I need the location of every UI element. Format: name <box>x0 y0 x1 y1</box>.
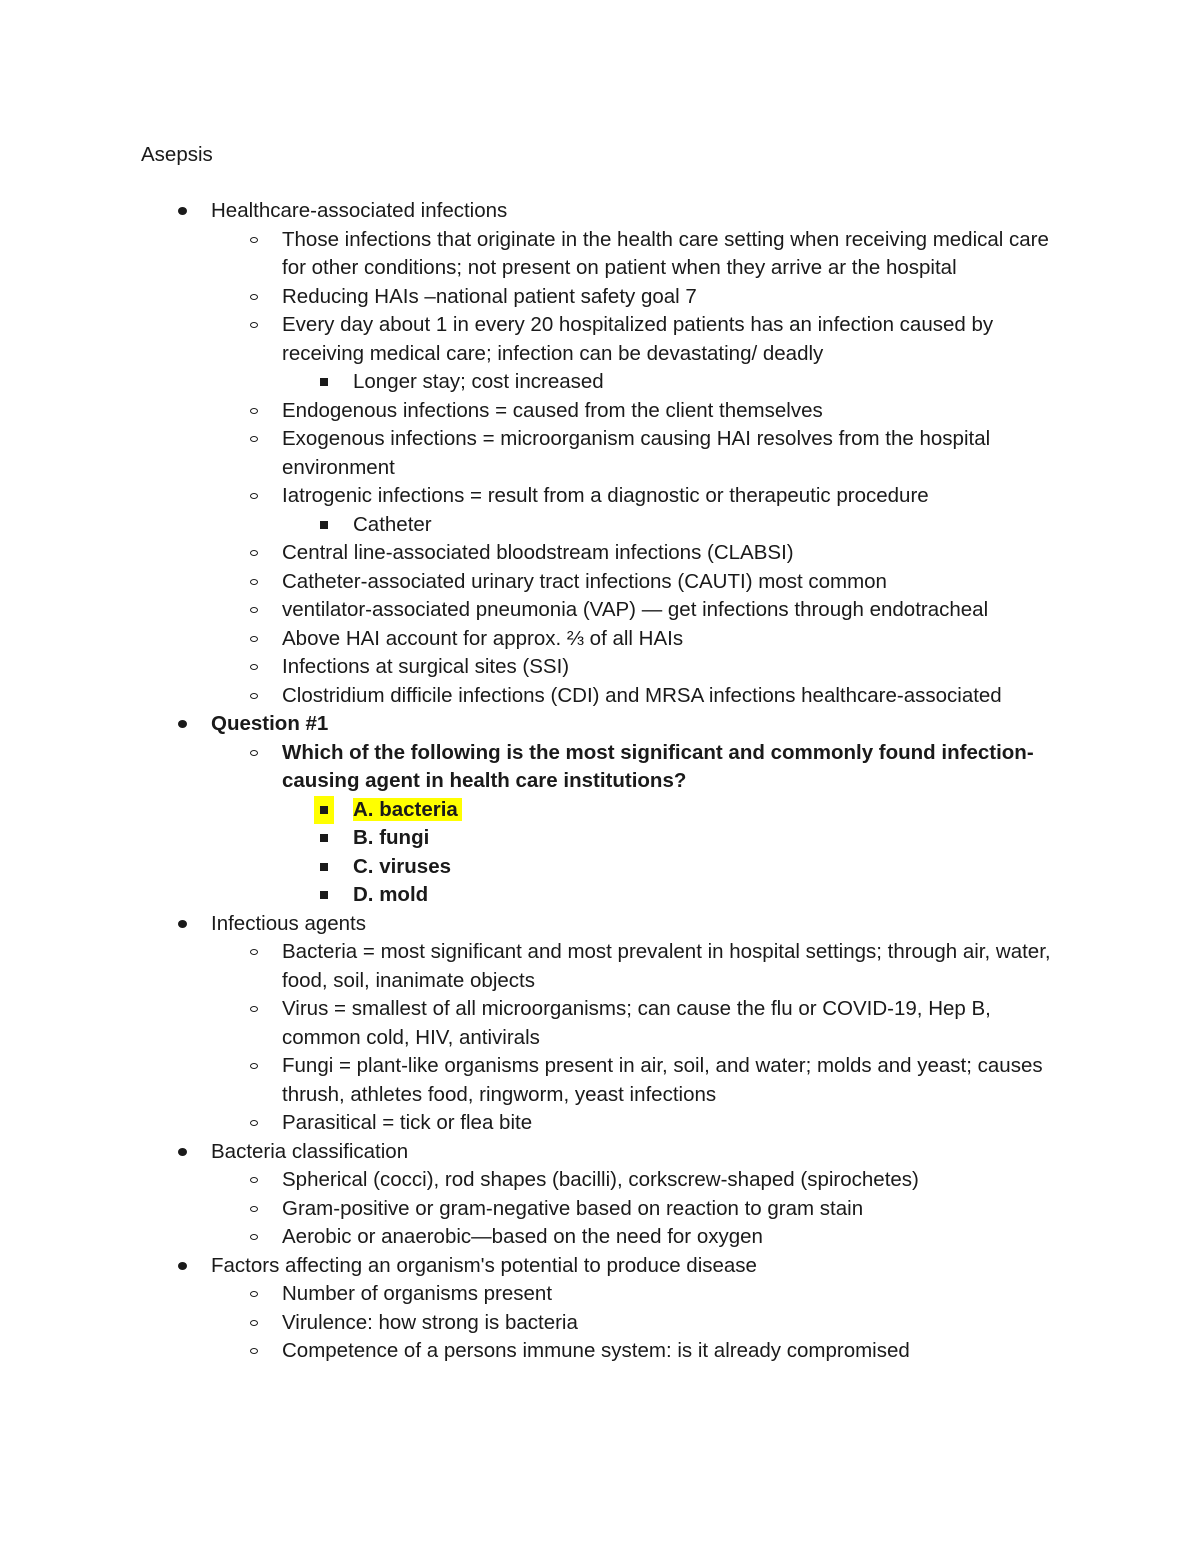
outline-item-text: Aerobic or anaerobic—based on the need for oxygen <box>282 1225 763 1248</box>
outline-item-text: B. fungi <box>353 826 430 849</box>
outline-item-text: Above HAI account for approx. ⅔ of all HAIs <box>282 626 684 650</box>
outline-item-text: Endogenous infections = caused from the client themselves <box>282 398 823 422</box>
outline-item-text: Catheter-associated urinary tract infections (CAUTI) most common <box>282 569 887 593</box>
hollow-circle-bullet-icon <box>244 568 264 597</box>
filled-disc-bullet-icon <box>172 910 192 939</box>
bullet-shape <box>250 408 258 414</box>
outline-item-level-3 <box>0 511 1053 540</box>
outline-item-text: ventilator-associated pneumonia (VAP) — get infections through endotracheal <box>282 598 989 621</box>
outline-item-text: Healthcare-associated infections <box>211 199 508 222</box>
bullet-shape <box>250 294 258 300</box>
hollow-circle-bullet-icon <box>244 739 264 768</box>
hollow-circle-bullet-icon <box>244 482 264 511</box>
outline-list <box>0 197 1200 1366</box>
bullet-shape <box>250 493 258 499</box>
outline-item-text: A. bacteria <box>353 798 462 821</box>
outline-item-text: Infectious agents <box>211 911 366 935</box>
bullet-shape <box>250 949 258 955</box>
bullet-shape <box>320 806 328 814</box>
hollow-circle-bullet-icon <box>244 1109 264 1138</box>
bullet-shape <box>250 1006 258 1012</box>
bullet-shape <box>250 693 258 699</box>
bullet-shape <box>320 863 328 871</box>
hollow-circle-bullet-icon <box>244 938 264 967</box>
outline-item-level-2 <box>0 1109 1052 1138</box>
hollow-circle-bullet-icon <box>244 397 264 426</box>
hollow-circle-bullet-icon <box>244 1337 264 1366</box>
hollow-circle-bullet-icon <box>244 1166 264 1195</box>
outline-item-level-3 <box>0 368 1053 397</box>
outline-item-text: Spherical (cocci), rod shapes (bacilli), corkscrew-shaped (spirochetes) <box>282 1168 919 1191</box>
outline-item-text: Virus = smallest of all microorganisms; can cause the flu or COVID-19, Hep B, common cold, HIV, antivirals <box>282 997 991 1049</box>
outline-item-level-2 <box>0 397 1052 426</box>
outline-item-level-2 <box>0 653 1052 682</box>
bullet-shape <box>250 750 258 756</box>
hollow-circle-bullet-icon <box>244 653 264 682</box>
outline-item-level-2 <box>0 539 1052 568</box>
filled-disc-bullet-icon <box>172 1138 192 1167</box>
outline-item-level-2 <box>0 1195 1052 1224</box>
outline-item-level-2 <box>0 938 1052 995</box>
filled-square-bullet-icon <box>314 853 334 882</box>
outline-item-text: Reducing HAIs –national patient safety goal 7 <box>282 284 697 308</box>
bullet-shape <box>250 579 258 585</box>
outline-item-level-2 <box>0 625 1052 654</box>
bullet-shape <box>250 607 258 613</box>
outline-item-level-3 <box>0 824 1053 853</box>
filled-disc-bullet-icon <box>172 197 192 226</box>
bullet-shape <box>178 1148 187 1156</box>
filled-disc-bullet-icon <box>172 1252 192 1281</box>
hollow-circle-bullet-icon <box>244 682 264 711</box>
outline-item-level-2 <box>0 1223 1052 1252</box>
outline-item-text: Iatrogenic infections = result from a diagnostic or therapeutic procedure <box>282 484 929 507</box>
outline-item-text: Clostridium difficile infections (CDI) and MRSA infections healthcare-associated <box>282 683 1002 707</box>
bullet-shape <box>250 1348 258 1354</box>
hollow-circle-bullet-icon <box>244 425 264 454</box>
bullet-shape <box>250 1063 258 1069</box>
outline-item-level-1 <box>0 710 1061 739</box>
bullet-shape <box>320 834 328 842</box>
bullet-shape <box>320 891 328 899</box>
hollow-circle-bullet-icon <box>244 311 264 340</box>
bullet-shape <box>178 1262 187 1270</box>
outline-item-level-2 <box>0 425 1052 482</box>
outline-item-text: D. mold <box>353 883 429 906</box>
outline-item-text: Number of organisms present <box>282 1282 553 1305</box>
filled-square-bullet-icon <box>314 368 334 397</box>
hollow-circle-bullet-icon <box>244 283 264 312</box>
bullet-shape <box>320 378 328 386</box>
filled-square-bullet-icon <box>314 511 334 540</box>
outline-item-level-1 <box>0 1252 1061 1281</box>
bullet-shape <box>320 521 328 529</box>
outline-item-level-2 <box>0 226 1052 283</box>
outline-item-text: Longer stay; cost increased <box>353 370 604 393</box>
outline-item-level-2 <box>0 1052 1052 1109</box>
bullet-shape <box>250 237 258 243</box>
hollow-circle-bullet-icon <box>244 226 264 255</box>
bullet-shape <box>250 1291 258 1297</box>
bullet-shape <box>250 1234 258 1240</box>
outline-item-text: Gram-positive or gram-negative based on reaction to gram stain <box>282 1196 864 1220</box>
bullet-shape <box>250 664 258 670</box>
filled-square-bullet-icon <box>314 824 334 853</box>
bullet-shape <box>250 436 258 442</box>
outline-item-level-2 <box>0 596 1052 625</box>
hollow-circle-bullet-icon <box>244 1052 264 1081</box>
hollow-circle-bullet-icon <box>244 1280 264 1309</box>
outline-item-text: C. viruses <box>353 854 451 878</box>
outline-item-text: Central line-associated bloodstream infections (CLABSI) <box>282 541 794 564</box>
outline-item-level-2 <box>0 995 1052 1052</box>
outline-item-text: Every day about 1 in every 20 hospitalized patients has an infection caused by receiving medical care; infection can be devastating/ deadly <box>282 313 994 365</box>
outline-item-text: Those infections that originate in the health care setting when receiving medical care for other conditions; not present on patient when they arrive ar the hospital <box>282 227 1049 279</box>
outline-item-text: Parasitical = tick or flea bite <box>282 1111 533 1134</box>
filled-square-bullet-icon <box>314 881 334 910</box>
bullet-shape <box>250 1320 258 1326</box>
outline-item-level-2 <box>0 1166 1052 1195</box>
outline-item-level-2 <box>0 1280 1052 1309</box>
filled-disc-bullet-icon <box>172 710 192 739</box>
outline-item-text: Exogenous infections = microorganism causing HAI resolves from the hospital environment <box>282 427 991 479</box>
outline-item-text: Fungi = plant-like organisms present in air, soil, and water; molds and yeast; causes thrush, athletes food, ringworm, yeast infections <box>282 1054 1043 1106</box>
outline-item-level-2 <box>0 682 1052 711</box>
outline-item-text: Question #1 <box>211 712 329 735</box>
outline-item-text: Bacteria = most significant and most prevalent in hospital settings; through air, water, food, soil, inanimate objects <box>282 940 1051 992</box>
outline-item-level-2 <box>0 568 1052 597</box>
hollow-circle-bullet-icon <box>244 1195 264 1224</box>
outline-item-level-2 <box>0 311 1052 368</box>
outline-item-level-2 <box>0 482 1052 511</box>
outline-item-level-1 <box>0 910 1061 939</box>
bullet-shape <box>250 636 258 642</box>
hollow-circle-bullet-icon <box>244 539 264 568</box>
hollow-circle-bullet-icon <box>244 596 264 625</box>
bullet-shape <box>178 720 187 728</box>
outline-item-level-2 <box>0 283 1052 312</box>
document-title: Asepsis <box>141 143 213 166</box>
bullet-shape <box>178 207 187 215</box>
bullet-shape <box>250 322 258 328</box>
outline-item-level-3 <box>0 796 1053 825</box>
bullet-shape <box>250 1206 258 1212</box>
bullet-shape <box>250 1177 258 1183</box>
filled-square-bullet-icon <box>314 796 334 825</box>
bullet-shape <box>178 920 187 928</box>
bullet-shape <box>250 550 258 556</box>
outline-item-level-2 <box>0 1309 1052 1338</box>
outline-item-level-3 <box>0 881 1053 910</box>
hollow-circle-bullet-icon <box>244 1223 264 1252</box>
hollow-circle-bullet-icon <box>244 1309 264 1338</box>
hollow-circle-bullet-icon <box>244 625 264 654</box>
outline-item-level-1 <box>0 197 1061 226</box>
outline-item-text: Virulence: how strong is bacteria <box>282 1310 578 1334</box>
outline-item-text: Which of the following is the most significant and commonly found infection-causing agent in health care institutions? <box>282 740 1034 792</box>
outline-item-text: Competence of a persons immune system: is it already compromised <box>282 1339 910 1362</box>
outline-item-text: Catheter <box>353 512 432 536</box>
outline-item-text: Factors affecting an organism's potential to produce disease <box>211 1253 757 1277</box>
outline-item-text: Bacteria classification <box>211 1139 409 1163</box>
outline-item-text: Infections at surgical sites (SSI) <box>282 655 570 678</box>
outline-item-level-1 <box>0 1138 1061 1167</box>
hollow-circle-bullet-icon <box>244 995 264 1024</box>
bullet-shape <box>250 1120 258 1126</box>
outline-item-level-2 <box>0 1337 1052 1366</box>
outline-item-level-3 <box>0 853 1053 882</box>
outline-item-level-2 <box>0 739 1052 796</box>
